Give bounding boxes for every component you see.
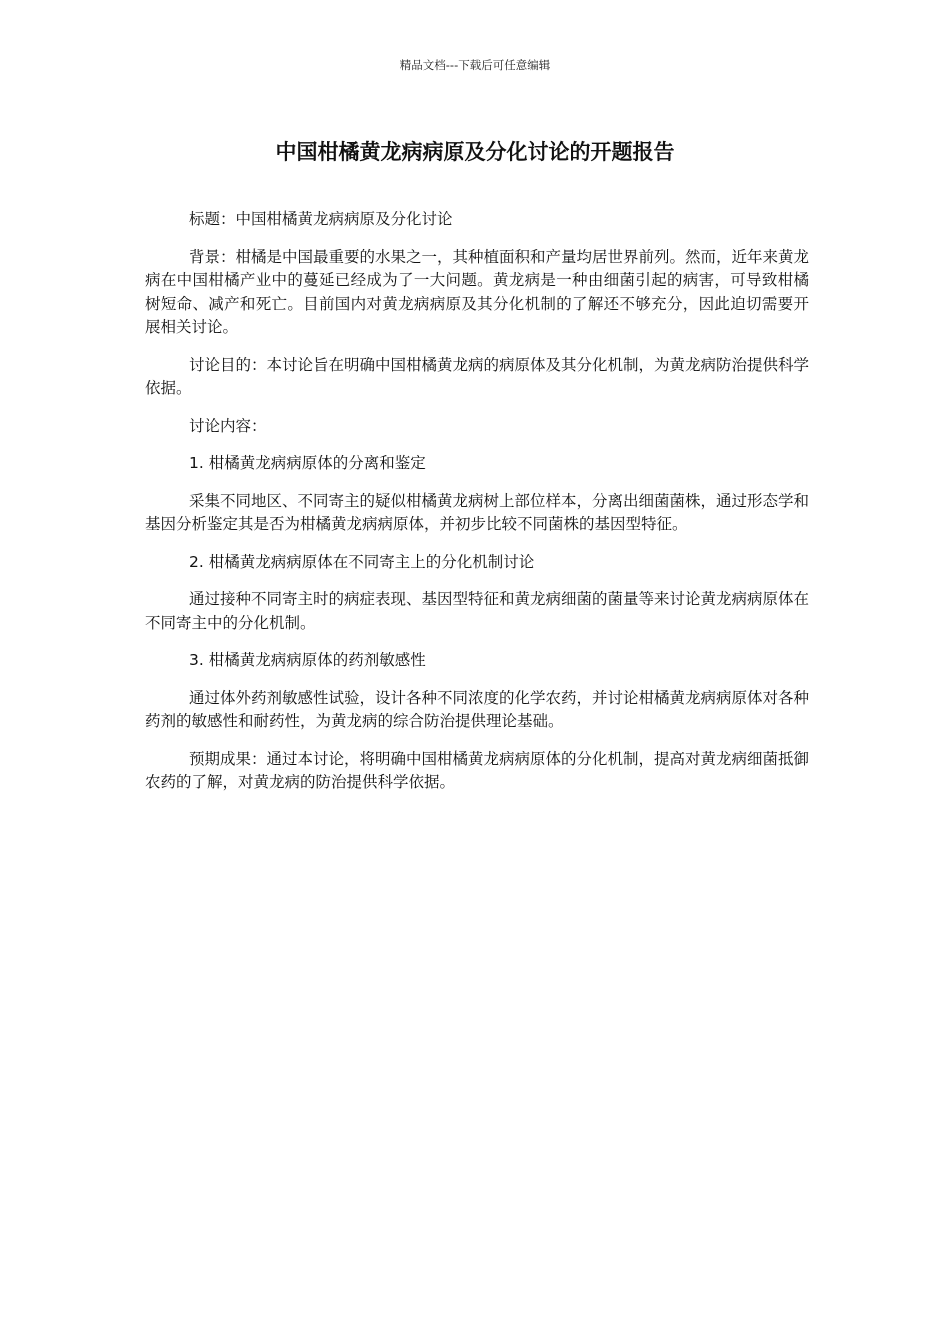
paragraph-section-2-heading: 2. 柑橘黄龙病病原体在不同寄主上的分化机制讨论 <box>189 552 535 571</box>
paragraph-section-1-heading: 1. 柑橘黄龙病病原体的分离和鉴定 <box>189 454 426 472</box>
paragraph-topic: 标题：中国柑橘黄龙病病原及分化讨论 <box>189 210 453 228</box>
paragraph-purpose: 讨论目的：本讨论旨在明确中国柑橘黄龙病的病原体及其分化机制，为黄龙病防治提供科学依据。 <box>145 355 810 397</box>
document-body <box>145 208 809 809</box>
paragraph-section-3-heading: 3. 柑橘黄龙病病原体的药剂敏感性 <box>189 651 426 669</box>
paragraph-content-heading: 讨论内容： <box>189 416 267 435</box>
paragraph-background: 背景：柑橘是中国最重要的水果之一，其种植面积和产量均居世界前列。然而，近年来黄龙病在中国柑橘产业中的蔓延已经成为了一大问题。黄龙病是一种由细菌引起的病害，可导致柑橘树短命、减产和死亡。目前国内对黄龙病病原及其分化机制的了解还不够充分，因此迫切需要开展相关讨论。 <box>145 247 810 336</box>
paragraph-section-3-body: 通过体外药剂敏感性试验，设计各种不同浓度的化学农药，并讨论柑橘黄龙病病原体对各种药剂的敏感性和耐药性，为黄龙病的综合防治提供理论基础。 <box>145 688 810 730</box>
paragraph-section-1-body: 采集不同地区、不同寄主的疑似柑橘黄龙病树上部位样本，分离出细菌菌株，通过形态学和基因分析鉴定其是否为柑橘黄龙病病原体，并初步比较不同菌株的基因型特征。 <box>145 491 810 533</box>
document-title: 中国柑橘黄龙病病原及分化讨论的开题报告 <box>275 140 675 164</box>
paragraph-section-2-body: 通过接种不同寄主时的病症表现、基因型特征和黄龙病细菌的菌量等来讨论黄龙病病原体在不同寄主中的分化机制。 <box>145 590 810 632</box>
paragraph-expected-results: 预期成果：通过本讨论，将明确中国柑橘黄龙病病原体的分化机制，提高对黄龙病细菌抵御农药的了解，对黄龙病的防治提供科学依据。 <box>145 749 810 791</box>
page-header: 精品文档---下载后可任意编辑 <box>399 58 551 72</box>
